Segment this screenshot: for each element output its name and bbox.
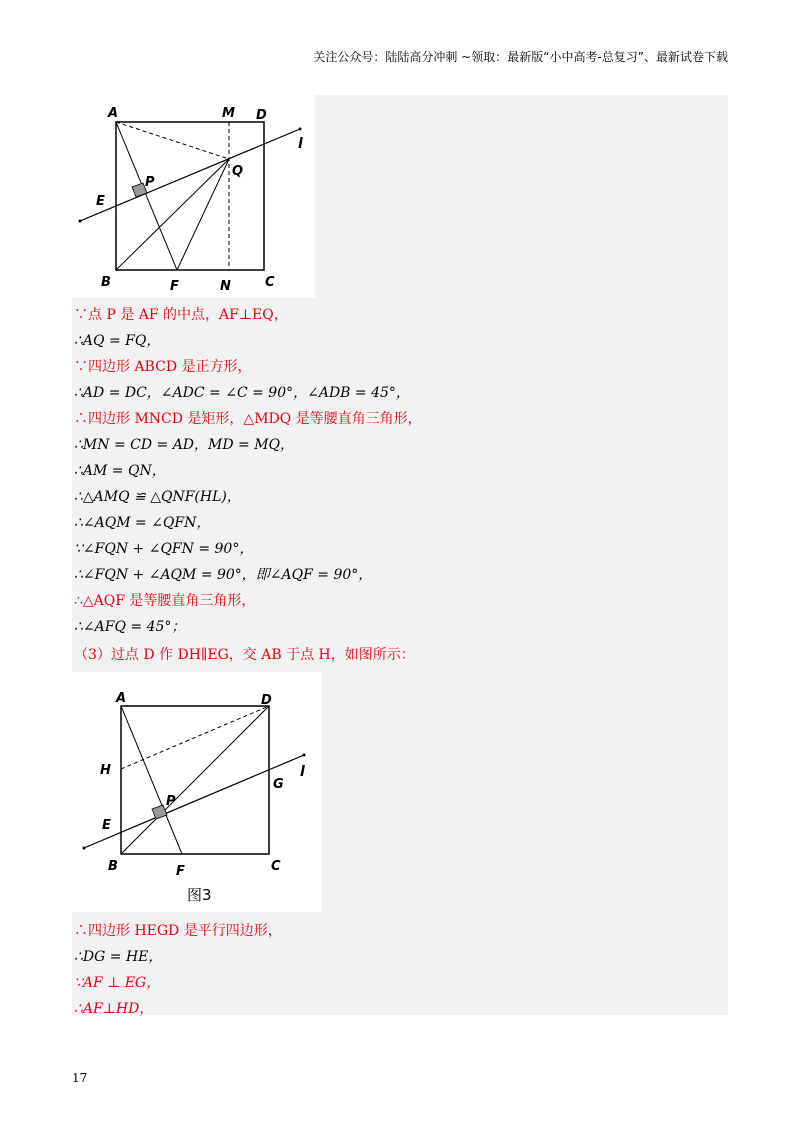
segment-af-2 — [121, 706, 182, 854]
geometry-figure-1 — [72, 95, 315, 298]
segment-fq — [177, 159, 229, 270]
label-c: C — [265, 275, 275, 290]
proof-line-1: ∵点 P 是 AF 的中点，AF⊥EQ， — [74, 307, 288, 323]
proof-line-4: ∴AD = DC，∠ADC = ∠C = 90°，∠ADB = 45°， — [74, 385, 410, 401]
label-e: E — [96, 194, 105, 209]
segment-bd — [121, 706, 269, 854]
label-d: D — [256, 108, 267, 123]
label-b-2: B — [108, 859, 118, 874]
label-p-2: P — [166, 794, 176, 809]
segment-af — [116, 122, 177, 270]
segment-aq — [116, 122, 229, 159]
proof-line-18: ∴AF⊥HD， — [74, 1001, 154, 1017]
label-f: F — [170, 279, 179, 294]
proof-line-6: ∴MN = CD = AD，MD = MQ， — [74, 437, 295, 453]
proof-line-16: ∴DG = HE， — [74, 949, 163, 965]
label-n: N — [220, 279, 231, 294]
label-l: l — [298, 136, 303, 152]
segment-bq — [116, 159, 229, 270]
label-q: Q — [232, 164, 244, 179]
line-l — [80, 129, 300, 221]
geometry-figure-2 — [72, 672, 322, 912]
label-l-2: l — [300, 764, 305, 780]
proof-line-7: ∴AM = QN， — [74, 463, 166, 479]
right-angle-mark-2 — [152, 805, 167, 819]
label-p: P — [145, 175, 155, 190]
label-b: B — [101, 275, 111, 290]
proof-line-15: ∴四边形 HEGD 是平行四边形， — [74, 923, 282, 939]
proof-line-9: ∴∠AQM = ∠QFN， — [74, 515, 211, 531]
figure-1-svg — [72, 95, 315, 298]
page-header: 关注公众号：陆陆高分冲刺 ~领取：最新版“小中高考-总复习”、最新试卷下载 — [313, 50, 728, 64]
proof-line-8: ∴△AMQ ≌ △QNF(HL)， — [74, 489, 241, 505]
proof-line-10: ∵∠FQN + ∠QFN = 90°， — [74, 541, 254, 557]
proof-line-3: ∵四边形 ABCD 是正方形， — [74, 359, 252, 375]
label-g: G — [273, 777, 284, 792]
label-m: M — [222, 106, 235, 121]
figure-caption: 图3 — [187, 886, 212, 904]
proof-line-11: ∴∠FQN + ∠AQM = 90°，即∠AQF = 90°， — [74, 567, 373, 583]
proof-line-12: ∴△AQF 是等腰直角三角形， — [74, 593, 256, 609]
proof-line-14: （3）过点 D 作 DH∥EG，交 AB 于点 H，如图所示： — [74, 647, 415, 663]
proof-line-5: ∴四边形 MNCD 是矩形，△MDQ 是等腰直角三角形， — [74, 411, 422, 427]
label-c-2: C — [271, 859, 281, 874]
label-a-2: A — [116, 691, 127, 706]
line-l-2 — [84, 755, 304, 848]
page-number: 17 — [72, 1071, 88, 1085]
label-a: A — [108, 106, 119, 121]
label-d-2: D — [261, 693, 272, 708]
label-h: H — [100, 763, 111, 778]
figure-2-svg — [72, 672, 322, 912]
label-f-2: F — [176, 864, 185, 879]
label-e-2: E — [102, 818, 111, 833]
proof-line-17: ∵AF ⊥ EG， — [74, 975, 161, 991]
proof-line-13: ∴∠AFQ = 45°； — [74, 619, 186, 635]
proof-line-2: ∴AQ = FQ， — [74, 333, 161, 349]
